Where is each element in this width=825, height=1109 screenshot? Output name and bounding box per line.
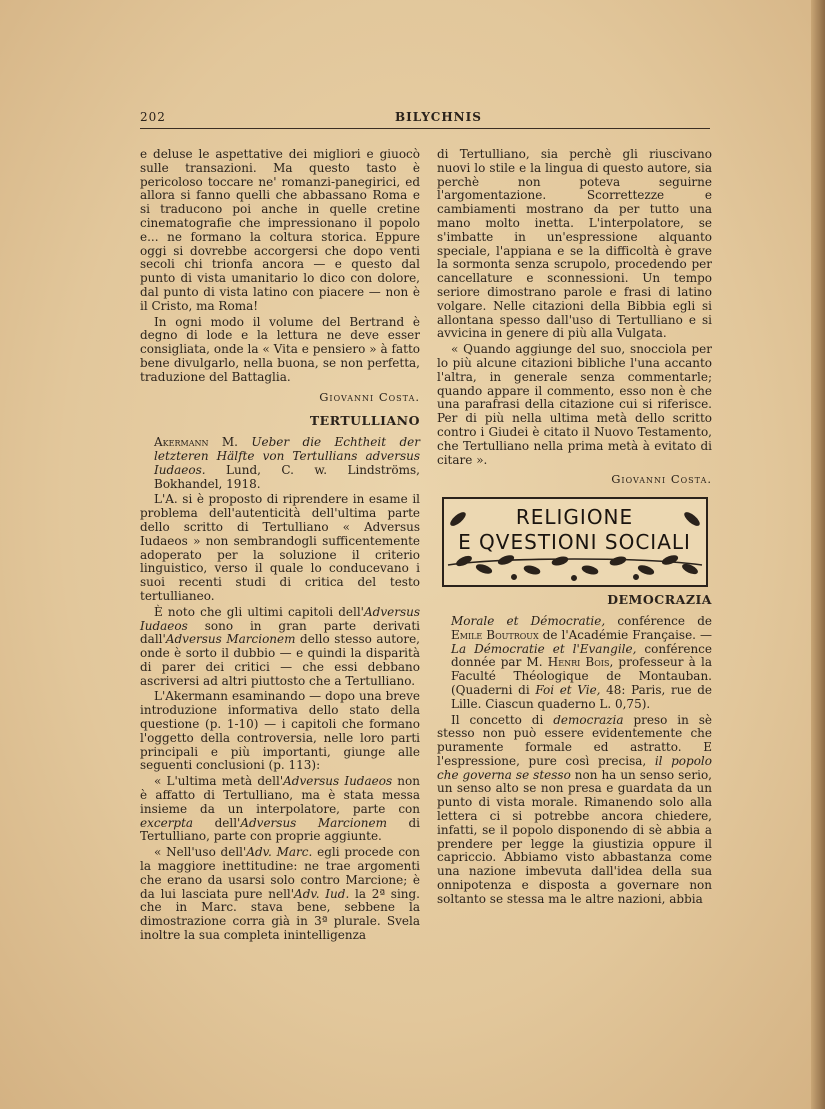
paragraph [140,775,420,844]
right-column [437,148,712,909]
signature: Giovanni Costa. [611,472,712,487]
text: conférence de [605,613,712,628]
work-title: Foi et Vie, [535,682,601,697]
italic-text: Adv. Iud. [294,886,350,901]
text: 48: Paris, rue de Lille. Ciascun quaderno L. 0,75). [451,682,712,711]
text: preso in sè stesso non può essere evidentemente che puramente formale ed astratto. E l'espressione, pure così precisa, [437,712,713,768]
page-edge [811,0,825,1109]
bibliographic-entry [140,436,420,491]
work-title: Ueber die Echtheit der letzteren Hälfte von Tertullians adversus Iudaeos. [154,435,420,477]
text: « L'ultima metà dell' [154,774,284,789]
work-title: Morale et Démocratie, [451,613,606,628]
paragraph [140,606,420,689]
section-heading-democrazia: DEMOCRAZIA [607,592,712,608]
signature: Giovanni Costa. [319,389,420,404]
author: Akermann M. [154,435,238,450]
left-column [140,148,420,945]
author: Emile Boutroux [451,627,539,642]
text: conférence donnée par M. [451,641,712,670]
page-number: 202 [140,110,166,124]
paragraph: « Quando aggiunge del suo, snocciola per lo più alcune citazioni bibliche l'una accanto l'altra, in generale senza commentarle; quando appare il commento, esso non è che una parafrasi della citazione cui si riferisce. Per di più nella ultima metà dello scritto contro i Giudei è citato il Nuovo Testamento, che Tertulliano nella prima metà à evitato di citare ». [437,342,712,467]
italic-text: Adversus Marcionem [165,632,296,647]
text: la 2ª sing. che in Marc. stava bene, sebbene la dimostrazione corra già in 3ª plurale. Svela inoltre la sua completa inintelligenza [140,886,420,943]
paragraph: e deluse le aspettative dei migliori e giuocò sulle transazioni. Ma questo tasto è pericoloso toccare ne' romanzi-panegirici, ed allora si fanno quelli che abbassano Roma e si traducono poi anche in quelle cretine cinematografie che impressionano il popolo e... ne formano la coltura storica. Eppure oggi si dovrebbe accorgersi che dopo venti secoli chi trionfa ancora — e questo dal punto di vista umanitario lo dico con dolore, dal punto di vista latino con piacere — non è il Cristo, ma Roma! [140,147,420,313]
text: professeur à la Faculté Théologique de Montauban. (Quaderni di [451,655,712,697]
emblem-line-1: RELIGIONE [515,505,634,530]
text: dello stesso autore, onde è sorto il dubbio — e quindi la disparità di parer dei critici — che essi debbano ascriversi ad altri piuttosto che a Tertulliano. [140,632,420,688]
paragraph [140,846,420,943]
text: di Tertulliano, parte con proprie aggiunte. [140,815,420,844]
text: egli procede con la maggiore inettitudine: ne trae argomenti che erano da usarsi solo contro Marcione; è da lui lasciata pure nell' [140,845,421,901]
text: È noto che gli ultimi capitoli dell' [154,604,364,619]
italic-text: il popolo che governa se stesso [437,753,712,782]
text: non è affatto di Tertulliano, ma è stata messa insieme da un interpolatore, parte con [140,774,420,816]
paragraph: In ogni modo il volume del Bertrand è degno di lode e la lettura ne deve esser consigliata, onde la « Vita e pensiero » à fatto bene divulgarlo, nella buona, se non perfetta, traduzione del Battaglia. [140,314,420,384]
section-emblem [442,497,708,587]
paragraph [437,714,712,907]
emblem-line-2: E QVESTIONI SOCIALI [458,530,691,555]
italic-text: excerpta [140,815,194,830]
text: de l'Académie Française. — [538,627,712,642]
section-heading-tertulliano: TERTULLIANO [309,413,420,429]
bibliographic-entry [437,615,712,712]
paragraph: L'A. si è proposto di riprendere in esame il problema dell'autenticità dell'ultima parte dello scritto di Tertulliano « Adversus Iudaeos » non sembrandogli sufficentemente adoperato per la soluzione il criterio linguistico, verso il quale lo conducevano i suoi recenti studi di critica del testo tertullianeo. [140,492,420,603]
text: non ha un senso serio, un senso alto se non presa e guardata da un punto di vista morale. Rimanendo solo alla lettera ci si potrebbe ancora chiedere, infatti, se il popolo disponendo di sè abbia a prendere per legge la giustizia oppure il capriccio. Abbiamo visto abbastanza come una nazione imbevuta dall'idea della sua onnipotenza e disposta a governare non soltanto se stessa ma le altre nazioni, abbia [437,767,712,906]
italic-text: Adversus Iudaeos [283,774,393,789]
text: « Nell'uso dell' [154,845,247,860]
paragraph: L'Akermann esaminando — dopo una breve introduzione informativa dello stato della questione (p. 1-10) — i capitoli che formano l'oggetto della controversia, nelle loro parti principali e più importanti, giunge alle seguenti conclusioni (p. 113): [140,689,420,773]
text: sono in gran parte derivati dall' [140,618,420,647]
paragraph: di Tertulliano, sia perchè gli riuscivano nuovi lo stile e la lingua di questo autore, sia perchè non poteva seguirne l'argomentazione. Scorrettezze e cambiamenti mostrano da per tutto una mano molto inetta. L'interpolatore, se s'imbatte in un'espressione alquanto speciale, l'appiana e se la difficoltà è grave la sormonta senza scrupolo, procedendo per cancellature e sconnessioni. Un tempo seriore dimostrano parole e frasi di latino volgare. Nelle citazioni della Bibbia egli si allontana spesso dall'uso di Tertulliano e si avvicina in genere di più alla Vulgata. [437,147,712,341]
publication-info: Lund, C. w. Lindströms, Bokhandel, 1918. [154,462,420,491]
journal-title: BILYCHNIS [395,110,482,124]
text: Il concetto di [451,712,554,727]
text: dell' [193,815,241,830]
italic-text: Adv. Marc. [246,845,313,860]
italic-text: Adversus Iudaeos [140,604,420,633]
header-rule [140,128,710,129]
author: Henri Bois, [547,655,614,670]
italic-text: Adversus Marcionem [240,815,387,830]
work-title: La Démocratie et l'Evangile, [451,641,637,656]
italic-text: democrazia [553,712,624,727]
